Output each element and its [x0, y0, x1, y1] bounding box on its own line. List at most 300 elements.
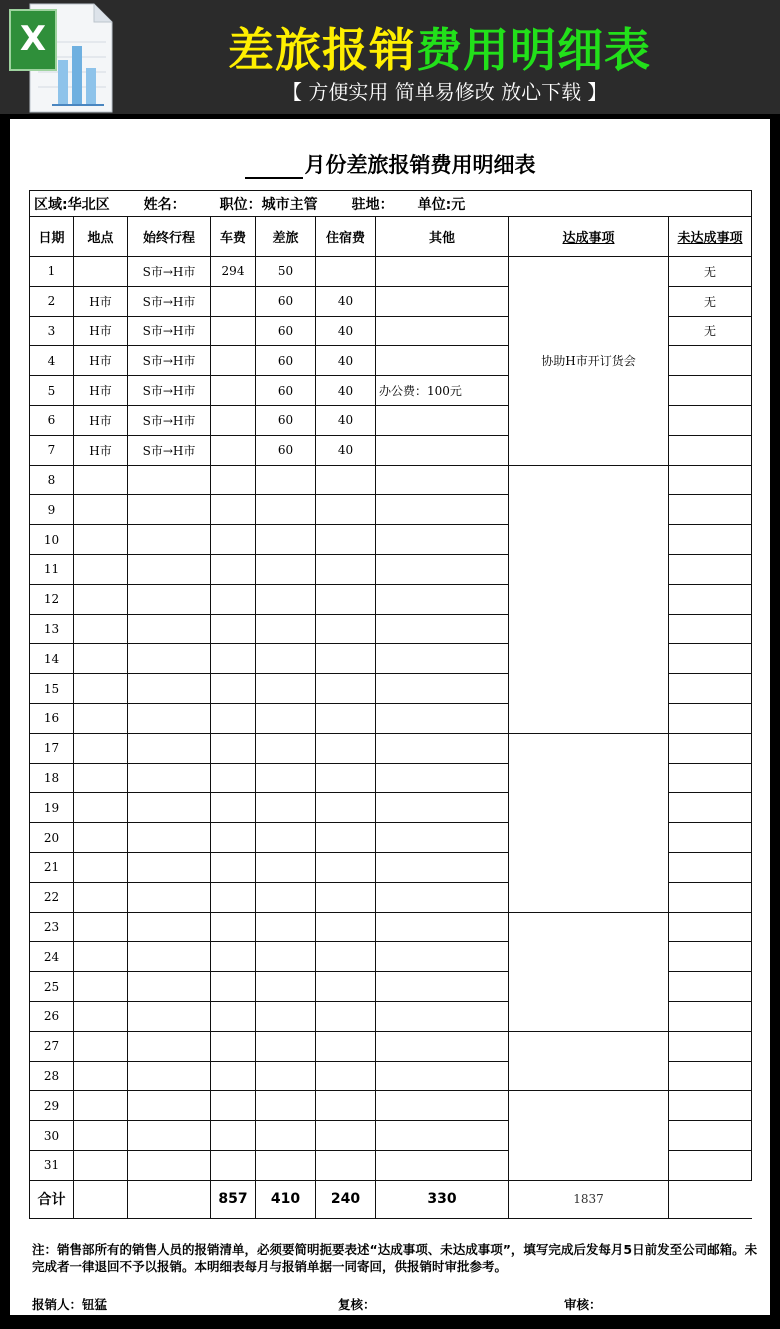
table-cell[interactable]	[376, 912, 509, 942]
table-cell: 330	[376, 1180, 509, 1218]
table-cell: 1837	[509, 1180, 669, 1218]
table-cell[interactable]: 7	[30, 435, 74, 465]
table-cell[interactable]	[256, 644, 316, 674]
table-cell[interactable]	[669, 703, 752, 733]
table-cell[interactable]	[211, 733, 256, 763]
table-cell[interactable]: S市→H市	[128, 405, 211, 435]
table-cell[interactable]	[316, 674, 376, 704]
table-cell[interactable]	[376, 316, 509, 346]
table-cell[interactable]	[316, 852, 376, 882]
table-cell[interactable]: 60	[256, 286, 316, 316]
table-cell[interactable]: 无	[669, 286, 752, 316]
table-cell[interactable]	[74, 1061, 128, 1091]
table-cell[interactable]	[128, 972, 211, 1002]
table-cell[interactable]	[256, 1001, 316, 1031]
table-cell[interactable]: 13	[30, 614, 74, 644]
table-cell[interactable]	[669, 942, 752, 972]
table-cell[interactable]	[669, 1121, 752, 1151]
table-cell[interactable]	[74, 823, 128, 853]
table-cell[interactable]	[376, 793, 509, 823]
table-cell[interactable]	[74, 1031, 128, 1061]
table-cell[interactable]	[128, 763, 211, 793]
table-cell[interactable]	[669, 554, 752, 584]
table-cell[interactable]	[669, 614, 752, 644]
table-cell[interactable]: 20	[30, 823, 74, 853]
table-cell[interactable]	[128, 1001, 211, 1031]
table-cell[interactable]	[316, 763, 376, 793]
table-cell[interactable]	[211, 852, 256, 882]
table-cell[interactable]	[211, 1121, 256, 1151]
table-cell[interactable]: 办公费：100元	[376, 376, 509, 406]
table-row	[30, 1091, 752, 1121]
table-cell[interactable]	[74, 554, 128, 584]
month-blank	[245, 159, 303, 179]
table-cell[interactable]	[376, 823, 509, 853]
table-cell[interactable]	[376, 405, 509, 435]
info-row	[30, 191, 752, 217]
table-cell[interactable]	[128, 644, 211, 674]
sheet	[10, 119, 770, 1315]
table-cell[interactable]	[256, 972, 316, 1002]
table-cell[interactable]	[74, 525, 128, 555]
table-cell[interactable]	[256, 733, 316, 763]
table-cell[interactable]	[211, 435, 256, 465]
svg-text:X: X	[19, 19, 47, 59]
table-cell[interactable]: 40	[316, 316, 376, 346]
banner-title	[228, 14, 651, 80]
table-cell[interactable]	[211, 346, 256, 376]
table-cell[interactable]: 60	[256, 316, 316, 346]
table-cell[interactable]: 60	[256, 405, 316, 435]
table-cell[interactable]	[376, 703, 509, 733]
table-cell[interactable]	[669, 376, 752, 406]
table-cell[interactable]	[211, 554, 256, 584]
table-cell[interactable]	[669, 465, 752, 495]
table-cell[interactable]	[128, 1061, 211, 1091]
table-cell[interactable]	[74, 1001, 128, 1031]
table-cell[interactable]	[211, 614, 256, 644]
table-row	[30, 1031, 752, 1061]
achieved-cell[interactable]	[509, 1091, 669, 1180]
table-cell[interactable]	[74, 1150, 128, 1180]
table-cell[interactable]	[376, 554, 509, 584]
table-cell[interactable]: H市	[74, 435, 128, 465]
table-cell[interactable]	[256, 495, 316, 525]
table-cell[interactable]	[211, 376, 256, 406]
table-cell[interactable]	[316, 1150, 376, 1180]
table-cell[interactable]	[316, 1121, 376, 1151]
table-cell[interactable]	[256, 823, 316, 853]
table-cell[interactable]	[211, 1001, 256, 1031]
table-cell[interactable]	[376, 584, 509, 614]
table-cell[interactable]	[669, 644, 752, 674]
table-cell[interactable]	[316, 703, 376, 733]
table-cell[interactable]	[316, 257, 376, 287]
table-cell[interactable]: 40	[316, 286, 376, 316]
table-cell[interactable]	[669, 584, 752, 614]
table-cell[interactable]: S市→H市	[128, 286, 211, 316]
table-cell[interactable]	[376, 1150, 509, 1180]
table-cell[interactable]	[211, 1150, 256, 1180]
table-cell[interactable]	[211, 465, 256, 495]
table-cell[interactable]	[316, 525, 376, 555]
note: 注：销售部所有的销售人员的报销清单，必须要简明扼要表述“达成事项、未达成事项”，填写完成后发每月5日前发至公司邮箱。未完成者一律退回不予以报销。本明细表每月与报销单据一同寄回，供报销时审批参考。	[32, 1242, 758, 1274]
slogan: 【 方便实用 简单易修改 放心下载 】	[282, 80, 608, 104]
table-cell[interactable]	[128, 674, 211, 704]
table-cell: 410	[256, 1180, 316, 1218]
table-cell[interactable]	[128, 525, 211, 555]
table-cell[interactable]: 21	[30, 852, 74, 882]
table-cell[interactable]	[256, 554, 316, 584]
table-cell[interactable]: 24	[30, 942, 74, 972]
table-cell[interactable]	[376, 435, 509, 465]
table-cell[interactable]	[128, 1121, 211, 1151]
column-header: 差旅	[256, 217, 316, 257]
achieved-cell[interactable]: 协助H市开订货会	[509, 257, 669, 466]
table-cell[interactable]	[316, 882, 376, 912]
table-cell[interactable]	[74, 912, 128, 942]
table-cell	[669, 1180, 752, 1218]
title-yellow: 差旅报销	[228, 23, 416, 77]
table-cell[interactable]: 11	[30, 554, 74, 584]
table-cell[interactable]	[211, 823, 256, 853]
table-cell[interactable]: 40	[316, 405, 376, 435]
table-cell[interactable]	[669, 793, 752, 823]
applicant: 报销人：钮猛	[32, 1297, 108, 1312]
table-cell[interactable]	[74, 972, 128, 1002]
table-cell[interactable]: 8	[30, 465, 74, 495]
table-cell[interactable]	[669, 346, 752, 376]
achieved-cell[interactable]	[509, 1031, 669, 1091]
table-cell[interactable]	[669, 733, 752, 763]
table-cell[interactable]: H市	[74, 376, 128, 406]
column-header: 日期	[30, 217, 74, 257]
excel-file-icon	[8, 2, 116, 114]
title-text: 月份差旅报销费用明细表	[304, 153, 536, 177]
table-cell[interactable]: 50	[256, 257, 316, 287]
table-cell[interactable]	[376, 346, 509, 376]
table-cell[interactable]: 18	[30, 763, 74, 793]
table-cell[interactable]	[376, 644, 509, 674]
table-cell[interactable]: 60	[256, 435, 316, 465]
table-cell[interactable]	[128, 1091, 211, 1121]
table-cell[interactable]	[376, 852, 509, 882]
table-cell[interactable]: 40	[316, 376, 376, 406]
table-cell[interactable]	[74, 644, 128, 674]
table-cell[interactable]	[669, 1061, 752, 1091]
table-cell[interactable]	[669, 882, 752, 912]
table-cell: 合计	[30, 1180, 74, 1218]
table-cell[interactable]	[316, 942, 376, 972]
table-cell[interactable]	[316, 1031, 376, 1061]
table-cell[interactable]	[74, 733, 128, 763]
table-row	[30, 257, 752, 287]
table-cell[interactable]	[74, 882, 128, 912]
table-cell[interactable]	[128, 1150, 211, 1180]
table-cell[interactable]	[256, 584, 316, 614]
table-cell[interactable]	[669, 435, 752, 465]
table-cell[interactable]	[74, 1091, 128, 1121]
table-cell[interactable]	[316, 1091, 376, 1121]
table-cell[interactable]: 15	[30, 674, 74, 704]
table-cell[interactable]	[669, 823, 752, 853]
table-cell[interactable]	[669, 852, 752, 882]
table-cell[interactable]	[669, 912, 752, 942]
table-cell[interactable]	[211, 644, 256, 674]
table-cell[interactable]	[256, 1061, 316, 1091]
column-header: 车费	[211, 217, 256, 257]
table-cell[interactable]	[316, 972, 376, 1002]
table-cell[interactable]	[128, 1031, 211, 1061]
table-cell[interactable]: 无	[669, 316, 752, 346]
table-cell[interactable]	[316, 1061, 376, 1091]
table-cell[interactable]	[128, 823, 211, 853]
table-cell[interactable]: 60	[256, 376, 316, 406]
table-cell[interactable]	[256, 852, 316, 882]
title-green: 费用明细表	[416, 23, 651, 77]
station-field: 驻地：	[351, 196, 394, 213]
header-row	[30, 217, 752, 257]
table-cell[interactable]	[669, 1031, 752, 1061]
table-cell[interactable]	[211, 405, 256, 435]
table-cell[interactable]: 294	[211, 257, 256, 287]
table-cell[interactable]	[669, 495, 752, 525]
table-cell[interactable]	[256, 1031, 316, 1061]
table-cell[interactable]	[74, 584, 128, 614]
table-cell[interactable]	[211, 1091, 256, 1121]
column-header: 未达成事项	[669, 217, 752, 257]
table-cell[interactable]	[74, 614, 128, 644]
table-cell[interactable]	[256, 1121, 316, 1151]
table-cell[interactable]: 9	[30, 495, 74, 525]
table-cell[interactable]: 40	[316, 346, 376, 376]
table-cell[interactable]	[128, 942, 211, 972]
table-cell[interactable]: 16	[30, 703, 74, 733]
table-cell[interactable]: 19	[30, 793, 74, 823]
table-cell[interactable]	[74, 465, 128, 495]
table-cell[interactable]	[376, 465, 509, 495]
table-cell[interactable]: S市→H市	[128, 435, 211, 465]
table-cell[interactable]	[211, 584, 256, 614]
table-cell[interactable]	[376, 286, 509, 316]
table-cell[interactable]	[211, 972, 256, 1002]
table-cell[interactable]: 25	[30, 972, 74, 1002]
table-cell[interactable]	[669, 405, 752, 435]
table-cell[interactable]	[256, 882, 316, 912]
table-cell[interactable]	[669, 1001, 752, 1031]
table-cell[interactable]	[128, 465, 211, 495]
table-cell[interactable]	[376, 1001, 509, 1031]
table-cell[interactable]: 60	[256, 346, 316, 376]
table-cell[interactable]	[74, 942, 128, 972]
table-cell[interactable]	[211, 882, 256, 912]
table-cell[interactable]: 30	[30, 1121, 74, 1151]
table-cell[interactable]	[74, 703, 128, 733]
table-cell[interactable]: 14	[30, 644, 74, 674]
table-cell[interactable]: 10	[30, 525, 74, 555]
table-cell[interactable]: H市	[74, 346, 128, 376]
banner	[0, 0, 780, 114]
table-cell: 240	[316, 1180, 376, 1218]
table-cell[interactable]	[74, 674, 128, 704]
table-cell[interactable]	[128, 584, 211, 614]
table-cell[interactable]: 26	[30, 1001, 74, 1031]
table-cell[interactable]	[256, 1150, 316, 1180]
table-cell[interactable]	[256, 674, 316, 704]
table-cell[interactable]	[376, 1091, 509, 1121]
column-header: 其他	[376, 217, 509, 257]
table-cell[interactable]	[316, 584, 376, 614]
column-header: 住宿费	[316, 217, 376, 257]
table-cell[interactable]	[316, 495, 376, 525]
table-cell[interactable]	[256, 793, 316, 823]
table-cell[interactable]	[376, 972, 509, 1002]
table-cell[interactable]	[376, 1121, 509, 1151]
table-cell[interactable]	[128, 495, 211, 525]
table-cell[interactable]: 1	[30, 257, 74, 287]
table-cell[interactable]	[376, 525, 509, 555]
table-cell[interactable]	[211, 912, 256, 942]
table-cell[interactable]	[316, 793, 376, 823]
table-cell[interactable]	[74, 495, 128, 525]
expense-table	[29, 190, 752, 1219]
table-cell[interactable]	[74, 763, 128, 793]
table-cell[interactable]	[211, 316, 256, 346]
table-cell[interactable]: 29	[30, 1091, 74, 1121]
position-field: 职位：城市主管	[219, 196, 318, 213]
table-cell[interactable]	[376, 495, 509, 525]
table-cell[interactable]	[256, 942, 316, 972]
table-cell[interactable]	[376, 882, 509, 912]
table-cell[interactable]: 23	[30, 912, 74, 942]
table-cell[interactable]	[376, 614, 509, 644]
table-cell[interactable]	[316, 823, 376, 853]
table-cell[interactable]	[211, 286, 256, 316]
table-cell[interactable]: 2	[30, 286, 74, 316]
table-cell[interactable]	[211, 674, 256, 704]
table-cell	[74, 1180, 128, 1218]
table-cell[interactable]	[376, 257, 509, 287]
table-cell[interactable]	[316, 465, 376, 495]
table-cell[interactable]	[128, 852, 211, 882]
region: 区域:华北区	[34, 196, 110, 213]
table-cell[interactable]	[256, 465, 316, 495]
table-cell[interactable]: H市	[74, 405, 128, 435]
approver: 审核：	[564, 1297, 602, 1312]
table-cell[interactable]: 无	[669, 257, 752, 287]
table-cell[interactable]: 3	[30, 316, 74, 346]
table-cell[interactable]	[376, 1061, 509, 1091]
table-cell[interactable]: 17	[30, 733, 74, 763]
table-cell[interactable]	[376, 1031, 509, 1061]
table-cell[interactable]: 40	[316, 435, 376, 465]
table-cell[interactable]	[669, 1150, 752, 1180]
column-header: 地点	[74, 217, 128, 257]
unit: 单位:元	[417, 196, 466, 213]
table-cell[interactable]	[256, 912, 316, 942]
table-cell[interactable]	[211, 942, 256, 972]
table-cell[interactable]: S市→H市	[128, 316, 211, 346]
table-cell[interactable]	[256, 614, 316, 644]
table-cell[interactable]	[211, 763, 256, 793]
achieved-cell[interactable]	[509, 912, 669, 1031]
table-cell[interactable]	[316, 644, 376, 674]
table-cell[interactable]	[316, 912, 376, 942]
table-cell[interactable]: 6	[30, 405, 74, 435]
total-row	[30, 1180, 752, 1218]
table-cell[interactable]	[316, 614, 376, 644]
table-cell[interactable]: 4	[30, 346, 74, 376]
table-cell[interactable]	[669, 972, 752, 1002]
table-cell[interactable]	[669, 1091, 752, 1121]
table-cell[interactable]	[669, 525, 752, 555]
table-cell[interactable]	[74, 852, 128, 882]
table-cell[interactable]	[211, 793, 256, 823]
table-cell[interactable]: 28	[30, 1061, 74, 1091]
table-cell[interactable]: 31	[30, 1150, 74, 1180]
table-cell[interactable]	[128, 733, 211, 763]
name-field: 姓名：	[143, 196, 186, 213]
table-cell[interactable]	[211, 1061, 256, 1091]
table-cell[interactable]	[669, 674, 752, 704]
table-cell[interactable]: S市→H市	[128, 257, 211, 287]
table-cell[interactable]	[256, 763, 316, 793]
table-cell[interactable]: S市→H市	[128, 346, 211, 376]
table-cell[interactable]	[128, 703, 211, 733]
column-header: 达成事项	[509, 217, 669, 257]
table-cell[interactable]	[74, 257, 128, 287]
table-cell[interactable]	[376, 763, 509, 793]
table-cell[interactable]	[128, 554, 211, 584]
table-cell[interactable]	[256, 1091, 316, 1121]
table-cell[interactable]	[316, 733, 376, 763]
table-cell[interactable]	[256, 525, 316, 555]
table-cell[interactable]	[316, 554, 376, 584]
table-cell[interactable]	[669, 763, 752, 793]
table-cell[interactable]	[211, 495, 256, 525]
table-row	[30, 733, 752, 763]
table-cell[interactable]	[211, 703, 256, 733]
table-cell[interactable]	[128, 614, 211, 644]
table-cell[interactable]: H市	[74, 316, 128, 346]
table-cell[interactable]	[128, 882, 211, 912]
table-cell[interactable]	[376, 942, 509, 972]
table-cell[interactable]	[316, 1001, 376, 1031]
table-cell[interactable]	[74, 1121, 128, 1151]
table-cell[interactable]	[128, 912, 211, 942]
table-cell[interactable]: H市	[74, 286, 128, 316]
table-row	[30, 465, 752, 495]
achieved-cell[interactable]	[509, 733, 669, 912]
table-cell[interactable]: 5	[30, 376, 74, 406]
table-cell[interactable]	[376, 733, 509, 763]
table-cell[interactable]: 22	[30, 882, 74, 912]
table-cell[interactable]: 27	[30, 1031, 74, 1061]
table-cell[interactable]	[211, 1031, 256, 1061]
table-cell[interactable]	[256, 703, 316, 733]
table-cell[interactable]: 12	[30, 584, 74, 614]
table-cell[interactable]: S市→H市	[128, 376, 211, 406]
table-cell[interactable]	[211, 525, 256, 555]
reviewer: 复核：	[338, 1297, 376, 1312]
column-header: 始终行程	[128, 217, 211, 257]
table-cell[interactable]	[376, 674, 509, 704]
table-cell	[128, 1180, 211, 1218]
document-title	[10, 149, 770, 179]
achieved-cell[interactable]	[509, 465, 669, 733]
table-cell[interactable]	[74, 793, 128, 823]
table-cell[interactable]	[128, 793, 211, 823]
